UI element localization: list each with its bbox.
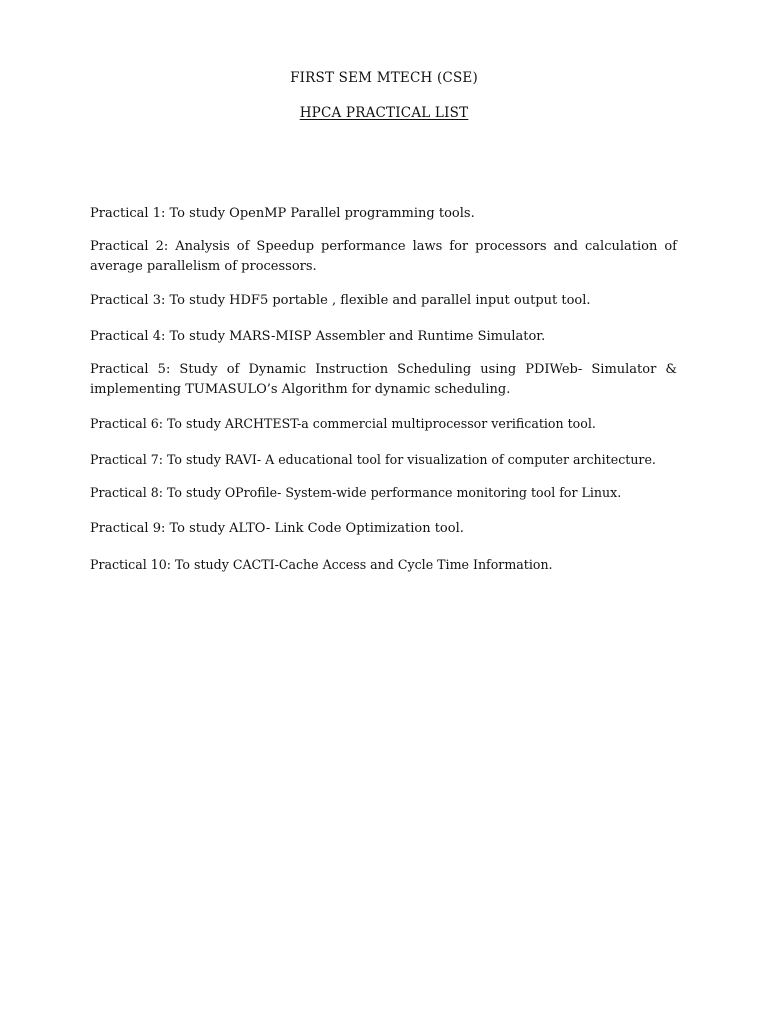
practical-item-9: Practical 9: To study ALTO- Link Code Optimization tool.	[90, 521, 464, 536]
document-title	[0, 70, 768, 86]
practical-item-3: Practical 3: To study HDF5 portable , flexible and parallel input output tool.	[90, 293, 591, 308]
practical-item-2: Practical 2: Analysis of Speedup performance laws for processors and calculation of average parallelism of processors.	[90, 239, 677, 274]
practical-item-1: Practical 1: To study OpenMP Parallel programming tools.	[90, 206, 475, 221]
document-subtitle-text: HPCA PRACTICAL LIST	[299, 105, 469, 121]
practical-item-7: Practical 7: To study RAVI- A educational tool for visualization of computer architecture.	[90, 452, 656, 467]
practical-item-10: Practical 10: To study CACTI-Cache Access and Cycle Time Information.	[90, 557, 553, 572]
document-title-text: FIRST SEM MTECH (CSE)	[290, 70, 478, 86]
practical-item-4: Practical 4: To study MARS-MISP Assembler and Runtime Simulator.	[90, 329, 546, 344]
practical-item-6: Practical 6: To study ARCHTEST-a commercial multiprocessor verification tool.	[90, 416, 596, 431]
practical-item-5: Practical 5: Study of Dynamic Instruction Scheduling using PDIWeb- Simulator & implementing TUMASULO’s Algorithm for dynamic scheduling.	[90, 362, 677, 397]
document-subtitle	[0, 105, 768, 121]
practical-item-8: Practical 8: To study OProfile- System-wide performance monitoring tool for Linux.	[90, 485, 622, 500]
